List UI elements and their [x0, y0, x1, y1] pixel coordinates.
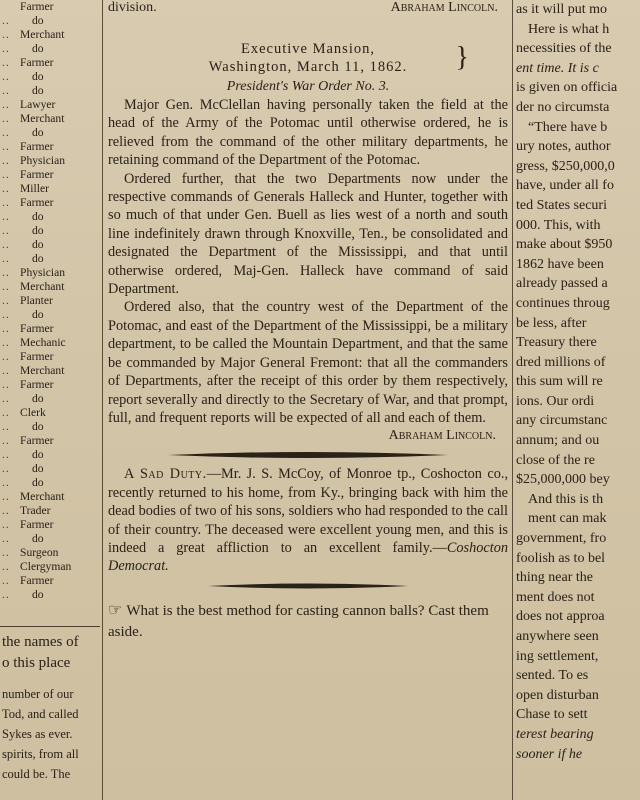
occupation-row	[2, 364, 100, 378]
right-column-line: does not approa	[516, 609, 605, 625]
occupation-row	[2, 518, 100, 532]
right-column-line: is given on officia	[516, 80, 618, 96]
occupation-text: Planter	[20, 294, 53, 307]
occupation-row	[2, 126, 100, 140]
leader-dots: ..	[2, 182, 10, 195]
right-column-line: open disturban	[516, 687, 599, 703]
column-divider-line	[0, 626, 100, 627]
leader-dots: ..	[2, 420, 10, 433]
occupation-text: do	[32, 420, 44, 433]
right-column-line: ury notes, author	[516, 139, 611, 155]
leader-dots: ..	[2, 546, 10, 559]
occupation-row	[2, 322, 100, 336]
leader-dots: ..	[2, 84, 10, 97]
right-column-line: already passed a	[516, 276, 608, 292]
leader-dots: ..	[2, 56, 10, 69]
occupation-row	[2, 308, 100, 322]
occupation-text: Clerk	[20, 406, 46, 419]
occupation-text: do	[32, 238, 44, 251]
occupation-row	[2, 266, 100, 280]
right-column-line: Treasury there	[516, 335, 597, 351]
occupation-text: Farmer	[20, 574, 54, 587]
ornament-icon	[198, 581, 418, 591]
occupation-row	[2, 574, 100, 588]
occupation-text: Merchant	[20, 364, 65, 377]
leader-dots: ..	[2, 448, 10, 461]
occupation-row	[2, 476, 100, 490]
occupation-text: Farmer	[20, 56, 54, 69]
right-column-line: ted States securi	[516, 197, 607, 213]
leader-dots: ..	[2, 196, 10, 209]
leader-dots: ..	[2, 560, 10, 573]
occupation-row	[2, 210, 100, 224]
leader-dots: ..	[2, 406, 10, 419]
occupation-text: Farmer	[20, 140, 54, 153]
quip-item	[108, 600, 508, 643]
occupation-row	[2, 42, 100, 56]
occupation-row	[2, 14, 100, 28]
column-rule-right	[512, 0, 513, 800]
occupation-row	[2, 70, 100, 84]
right-column-line: be less, after	[516, 315, 587, 331]
leader-dots: ..	[2, 336, 10, 349]
column-rule-left	[102, 0, 103, 800]
occupation-text: Farmer	[20, 518, 54, 531]
right-column-line: “There have b	[528, 119, 608, 135]
occupation-text: Farmer	[20, 168, 54, 181]
leader-dots: ..	[2, 574, 10, 587]
ornamental-rule	[108, 445, 508, 465]
leader-dots: ..	[2, 392, 10, 405]
occupation-text: Clergyman	[20, 560, 72, 573]
occupation-row	[2, 504, 100, 518]
number-note-line: Tod, and called	[2, 707, 79, 721]
occupation-row	[2, 420, 100, 434]
occupation-text: Surgeon	[20, 546, 59, 559]
leader-dots: ..	[2, 126, 10, 139]
pointing-hand-icon: ☞	[108, 601, 123, 619]
occupation-text: do	[32, 14, 44, 27]
leader-dots: ..	[2, 308, 10, 321]
occupation-text: do	[32, 224, 44, 237]
occupation-row	[2, 490, 100, 504]
leader-dots: ..	[2, 14, 10, 27]
number-note-line: Sykes as ever.	[2, 727, 73, 741]
leader-dots: ..	[2, 378, 10, 391]
occupation-text: Farmer	[20, 378, 54, 391]
right-column-line: anywhere seen	[516, 629, 599, 644]
right-column-line: ing settlement,	[516, 648, 599, 664]
leader-dots: ..	[2, 532, 10, 545]
right-column-line: terest bearing	[516, 726, 594, 742]
heading-line-date: Washington, March 11, 1862.	[208, 59, 408, 75]
leader-dots: ..	[2, 70, 10, 83]
right-column-line: annum; and ou	[516, 433, 600, 449]
news-body: —Mr. J. S. McCoy, of Monroe tp., Coshocton co., recently returned to his home, from Ky., bringing back with him the dead bodies of two of his sons, soldiers who had responded to the call of their country. The deceased were excellent young men, and this is indeed a great affliction to an excellent family.—	[108, 466, 508, 556]
occupation-row	[2, 294, 100, 308]
main-column	[108, 0, 508, 800]
ornament-icon	[158, 450, 458, 460]
occupation-row	[2, 462, 100, 476]
leader-dots: ..	[2, 98, 10, 111]
occupation-text: do	[32, 84, 44, 97]
leader-dots: ..	[2, 168, 10, 181]
leader-dots: ..	[2, 504, 10, 517]
right-column-line: thing near the	[516, 570, 593, 586]
leader-dots: ..	[2, 588, 10, 601]
occupation-row	[2, 448, 100, 462]
right-column-line: have, under all fo	[516, 178, 614, 194]
occupation-row	[2, 168, 100, 182]
right-column-line: close of the re	[516, 452, 595, 468]
right-column-line: sented. To es	[516, 668, 589, 684]
right-column-line: $25,000,000 bey	[516, 472, 610, 488]
leader-dots: ..	[2, 280, 10, 293]
news-headline: A Sad Duty.	[124, 466, 207, 483]
right-column-line: 000. This, with	[516, 217, 601, 233]
occupation-text: Merchant	[20, 112, 65, 125]
occupation-text: Miller	[20, 182, 49, 195]
occupation-list	[0, 0, 100, 602]
occupation-row	[2, 56, 100, 70]
right-column-line: sooner if he	[516, 746, 583, 762]
right-column-line: ions. Our ordi	[516, 393, 595, 409]
right-column-line: ment can mak	[528, 511, 607, 527]
names-note-line: o this place	[2, 655, 71, 671]
occupation-row	[2, 392, 100, 406]
right-column-line: der no circumsta	[516, 99, 610, 115]
occupation-row	[2, 0, 100, 14]
right-column-line: dred millions of	[516, 354, 606, 370]
names-note	[2, 632, 100, 674]
right-column-line: 1862 have been	[516, 256, 604, 272]
leader-dots: ..	[2, 238, 10, 251]
order-paragraph-1: Major Gen. McClellan having personally taken the field at the head of the Army of the Potomac until otherwise ordered, he is relieved from the command of the other military departments, he retaining command of the Department of the Potomac.	[108, 97, 508, 169]
occupation-text: do	[32, 392, 44, 405]
right-column-line: this sum will re	[516, 374, 603, 390]
occupation-row	[2, 140, 100, 154]
order-paragraph-3: Ordered also, that the country west of the Department of the Potomac, and east of the Department of the Mississippi, be a military department, to be called the Mountain Department, and that the same be commanded by Major General Fremont: that all the commanders of Departments, after the receipt of this order by them respectively, report severally and directly to the Secretary of War, and that prompt, full, and frequent reports will be expected of all and each of them.	[108, 299, 508, 426]
occupation-row	[2, 560, 100, 574]
leader-dots: ..	[2, 350, 10, 363]
occupation-text: do	[32, 308, 44, 321]
occupation-text: Merchant	[20, 490, 65, 503]
right-column-line: make about $950	[516, 237, 613, 253]
occupation-row	[2, 182, 100, 196]
occupation-row	[2, 546, 100, 560]
leader-dots: ..	[2, 252, 10, 265]
right-column-line: as it will put mo	[516, 2, 607, 17]
right-column	[516, 0, 640, 800]
occupation-text: Trader	[20, 504, 51, 517]
leader-dots: ..	[2, 210, 10, 223]
leader-dots: ..	[2, 294, 10, 307]
number-note-line: could be. The	[2, 767, 71, 781]
leader-dots: ..	[2, 140, 10, 153]
right-column-line: Chase to sett	[516, 707, 588, 723]
number-note-line: spirits, from all	[2, 747, 79, 761]
brace-glyph: }	[455, 42, 470, 73]
occupation-text: Physician	[20, 154, 66, 167]
occupation-row	[2, 252, 100, 266]
occupation-row	[2, 336, 100, 350]
right-column-line: continues throug	[516, 295, 610, 311]
occupation-row	[2, 28, 100, 42]
number-note-line: number of our	[2, 687, 74, 701]
ornamental-rule	[108, 576, 508, 596]
order-paragraph-2: Ordered further, that the two Departments now under the respective commands of Generals Halleck and Hunter, together with so much of that under Gen. Buell as lies west of a north and south line indefinitely drawn through Knoxville, Ten., be consolidated and designated the Department of the Mississippi, and that until otherwise ordered, Maj-Gen. Halleck have command of said Department.	[108, 170, 508, 298]
occupation-row	[2, 378, 100, 392]
leader-dots: ..	[2, 462, 10, 475]
occupation-text: Farmer	[20, 0, 54, 13]
occupation-row	[2, 350, 100, 364]
occupation-row	[2, 224, 100, 238]
occupation-text: Merchant	[20, 280, 65, 293]
occupation-row	[2, 112, 100, 126]
occupation-text: do	[32, 462, 44, 475]
occupation-text: Farmer	[20, 196, 54, 209]
occupation-text: Lawyer	[20, 98, 56, 111]
occupation-text: do	[32, 476, 44, 489]
occupation-row	[2, 196, 100, 210]
occupation-row	[2, 532, 100, 546]
occupation-row	[2, 154, 100, 168]
leader-dots: ..	[2, 28, 10, 41]
occupation-text: Merchant	[20, 28, 65, 41]
right-column-line: ment does not	[516, 589, 595, 605]
leader-dots: ..	[2, 266, 10, 279]
occupation-row	[2, 84, 100, 98]
occupation-row	[2, 238, 100, 252]
leader-dots: ..	[2, 364, 10, 377]
occupation-text: do	[32, 448, 44, 461]
previous-article-tail	[108, 0, 508, 16]
occupation-text: Farmer	[20, 350, 54, 363]
right-column-line: And this is th	[528, 491, 604, 507]
leader-dots: ..	[2, 112, 10, 125]
occupation-row	[2, 280, 100, 294]
occupation-text: do	[32, 210, 44, 223]
leader-dots: ..	[2, 322, 10, 335]
right-column-line: necessities of the	[516, 41, 612, 57]
right-column-line: ent time. It is c	[516, 60, 599, 76]
left-column	[0, 0, 100, 800]
names-note-line: the names of	[2, 634, 79, 650]
occupation-row	[2, 434, 100, 448]
right-column-line: gress, $250,000,0	[516, 158, 615, 174]
occupation-text: do	[32, 42, 44, 55]
leader-dots: ..	[2, 42, 10, 55]
occupation-row	[2, 588, 100, 602]
news-item-sad-duty	[108, 465, 508, 575]
right-column-line: any circumstanc	[516, 413, 608, 429]
news-source: Coshocton Democrat.	[108, 539, 508, 575]
occupation-text: Physician	[20, 266, 66, 279]
leader-dots: ..	[2, 224, 10, 237]
leader-dots: ..	[2, 518, 10, 531]
occupation-text: do	[32, 126, 44, 139]
heading-line-mansion: Executive Mansion,	[241, 41, 375, 57]
top-line-signature: Abraham Lincoln.	[390, 0, 498, 15]
order-signature: Abraham Lincoln.	[388, 428, 496, 444]
right-column-line: Here is what h	[528, 21, 610, 37]
occupation-row	[2, 98, 100, 112]
occupation-text: Farmer	[20, 322, 54, 335]
number-note	[2, 684, 100, 784]
leader-dots	[2, 0, 20, 14]
occupation-text: do	[32, 252, 44, 265]
quip-text: What is the best method for casting cannon balls? Cast them aside.	[108, 602, 489, 640]
occupation-text: Mechanic	[20, 336, 66, 349]
right-column-line: government, fro	[516, 531, 607, 547]
leader-dots: ..	[2, 154, 10, 167]
leader-dots: ..	[2, 476, 10, 489]
occupation-text: Farmer	[20, 434, 54, 447]
occupation-text: do	[32, 532, 44, 545]
order-title: President's War Order No. 3.	[226, 79, 390, 94]
occupation-text: do	[32, 70, 44, 83]
right-column-line: foolish as to bel	[516, 550, 606, 566]
occupation-text: do	[32, 588, 44, 601]
top-line-left: division.	[108, 0, 157, 15]
order-heading	[108, 40, 508, 76]
leader-dots: ..	[2, 434, 10, 447]
occupation-row	[2, 406, 100, 420]
leader-dots: ..	[2, 490, 10, 503]
